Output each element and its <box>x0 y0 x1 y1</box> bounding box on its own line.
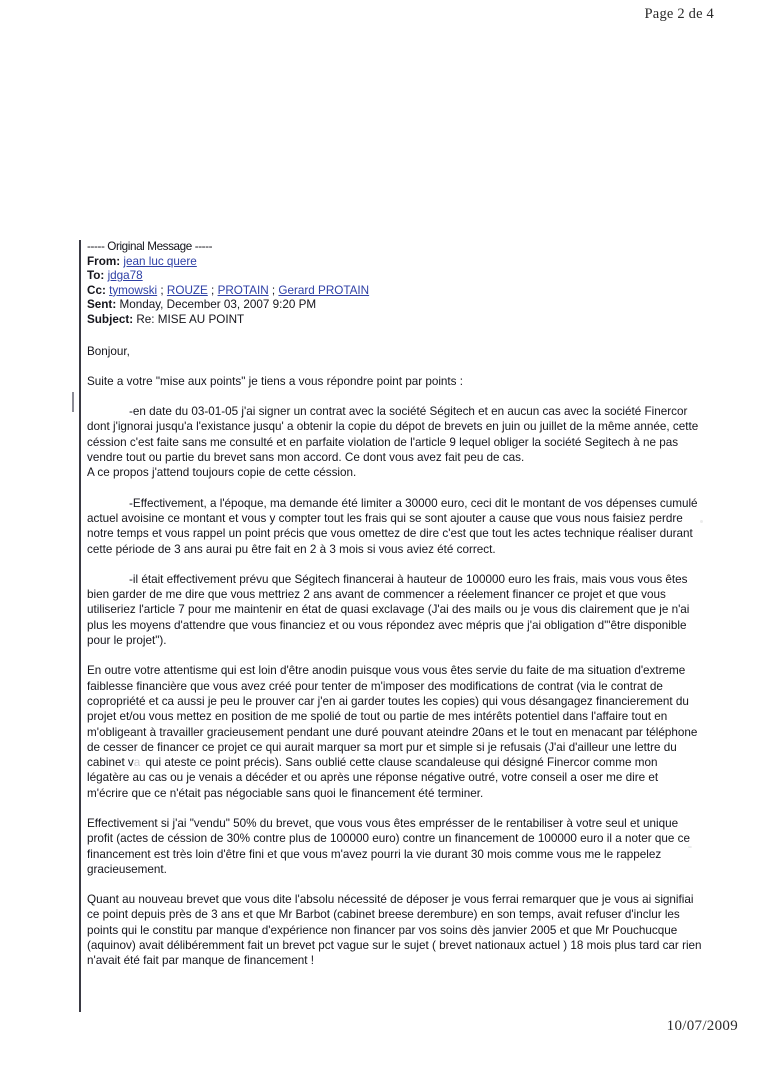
cc-address-link[interactable]: PROTAIN <box>217 283 269 297</box>
quoted-email-block <box>72 240 702 969</box>
cc-separator: ; <box>268 283 279 297</box>
body-paragraph-2 <box>87 496 702 557</box>
subject-label: Subject: <box>87 312 134 326</box>
body-paragraph-5: Effectivement si j'ai "vendu" 50% du brevet, que vous vous êtes emprésser de le rentabiliser à votre seul et unique profit (actes de céssion de 30% contre plus de 100000 euro) contre un financement de 100000 euro il a noter que ce financement est très loin d'être fini et que vous m'avez pourri la vie durant 30 mois comme vous me le rappelez gracieusement. <box>87 816 690 876</box>
quote-indent-bar <box>79 240 81 1012</box>
cc-separator: ; <box>157 283 167 297</box>
email-from-line <box>87 255 702 270</box>
body-paragraph-4-text-part1: En outre votre attentisme qui est loin d'être anodin puisque vous vous êtes servie du faite de ma situation d'extreme faiblesse financière que vous avez créé pour tenter de m'imposer des modifications de contrat (via le contrat de copropriété et ca aussi je peu le prouver car j'en ai garder toutes les copies) qui vous désangagez financierement du projet et/ou vous mettez en position de me spolié de tout ou partie de mes intérêts potentiel dans l'affaire tout en m'obligeant à travailler gracieusement pendant une duré pouvant ateindre 20ans et le tout en menacant par téléphone de cesser de financer ce projet ce qui aurait marquer sa mort pur et simple si je refusais (J'ai d'ailleur une lettre du cabinet v <box>87 664 698 770</box>
scan-artifact-speck <box>700 520 703 523</box>
cc-address-link[interactable]: ROUZE <box>166 283 208 297</box>
body-paragraph-3 <box>87 572 702 648</box>
sent-value: Monday, December 03, 2007 9:20 PM <box>119 298 317 312</box>
subject-value: Re: MISE AU POINT <box>136 312 245 326</box>
cc-address-link[interactable]: tymowski <box>109 283 158 297</box>
scan-artifact-speck <box>688 846 692 848</box>
greeting-paragraph: Bonjour, <box>87 344 130 358</box>
body-paragraph-1 <box>87 404 702 465</box>
cc-separator: ; <box>207 283 218 297</box>
quote-indent-bar-artifact <box>72 392 74 412</box>
body-paragraph-1b: A ce propos j'attend toujours copie de cette céssion. <box>87 466 357 480</box>
footer-date: 10/07/2009 <box>666 1018 738 1034</box>
cc-label: Cc: <box>87 283 106 297</box>
email-to-line <box>87 269 702 284</box>
body-paragraph-3-text: -il était effectivement prévu que Ségitech financerai à hauteur de 100000 euro les frais, mais vous vous êtes bien garder de me dire que vous mettriez 2 ans avant de commencer a réelement financer ce projet et que vous utiliseriez l'article 7 pour me maintenir en état de quasi exclavage (J'ai des mails ou je vous dis clairement que je n'ai plus les moyens d'attendre que vous financiez et ou vous répondez avec mépris que j'ai obligation d'"être disponible pour le projet"). <box>87 572 690 648</box>
from-address-link[interactable]: jean luc quere <box>123 254 197 268</box>
from-label: From: <box>87 254 121 268</box>
email-sent-line <box>87 298 702 313</box>
cc-address-link[interactable]: Gerard PROTAIN <box>278 283 370 297</box>
original-message-separator: ----- Original Message ----- <box>87 240 213 253</box>
to-address-link[interactable]: jdga78 <box>107 269 143 283</box>
body-paragraph-4-text-part2: qui ateste ce point précis). Sans oublié cette clause scandaleuse qui désigné Finercor comme mon légatère au cas ou je venais a décéder et ou après une réponse négative outré, votre conseil a oser me dire et m'écrire que ce n'était pas négociable sans quoi le financement été terminer. <box>87 756 659 800</box>
intro-paragraph: Suite a votre "mise aux points" je tiens a vous répondre point par points : <box>87 374 464 388</box>
body-paragraph-4 <box>87 663 702 801</box>
sent-label: Sent: <box>87 298 117 312</box>
email-cc-line <box>87 284 702 299</box>
email-subject-line <box>87 313 702 328</box>
body-paragraph-1-text: -en date du 03-01-05 j'ai signer un contrat avec la société Ségitech et en aucun cas avec la société Finercor dont j'ignorai jusqu'a l'existance jusqu' a obtenir la copie du dépot de brevets en juin ou juillet de la même année, cette céssion c'est faite sans me consulté et en parfaite violation de l'article 9 lequel obliger la société Segitech à ne pas vendre tout ou partie du brevet sans mon accord. Ce dont vous avez fait peu de cas. <box>87 405 699 465</box>
page-number-header: Page 2 de 4 <box>644 6 714 22</box>
to-label: To: <box>87 269 105 283</box>
illegible-scan-text: a <box>133 756 146 770</box>
body-paragraph-2-text: -Effectivement, a l'époque, ma demande été limiter a 30000 euro, ceci dit le montant de vos dépenses cumulé actuel avoisine ce montant et vous y compter tout les frais qui se sont ajouter a cause que vous nous faisiez perdre notre temps et vous rappel un point précis que vous omettez de dire c'est que tout les actes technique réaliser durant cette période de 3 ans aurai pu être fait en 2 à 3 mois si vous aviez été correct. <box>87 496 698 556</box>
body-paragraph-6: Quant au nouveau brevet que vous dite l'absolu nécessité de déposer je vous ferrai remarquer que je vous ai signifiai ce point depuis près de 3 ans et que Mr Barbot (cabinet breese derembure) en son temps, avait refuser d'inclur les points qui le constitu par manque d'expérience non financer par vos soins dès janvier 2005 et que Mr Pouchucque (aquinov) avait délibéremment fait un brevet pct vague sur le sujet ( brevet nationaux actuel ) 18 mois plus tard car rien n'avait été fait par manque de financement ! <box>87 893 702 968</box>
